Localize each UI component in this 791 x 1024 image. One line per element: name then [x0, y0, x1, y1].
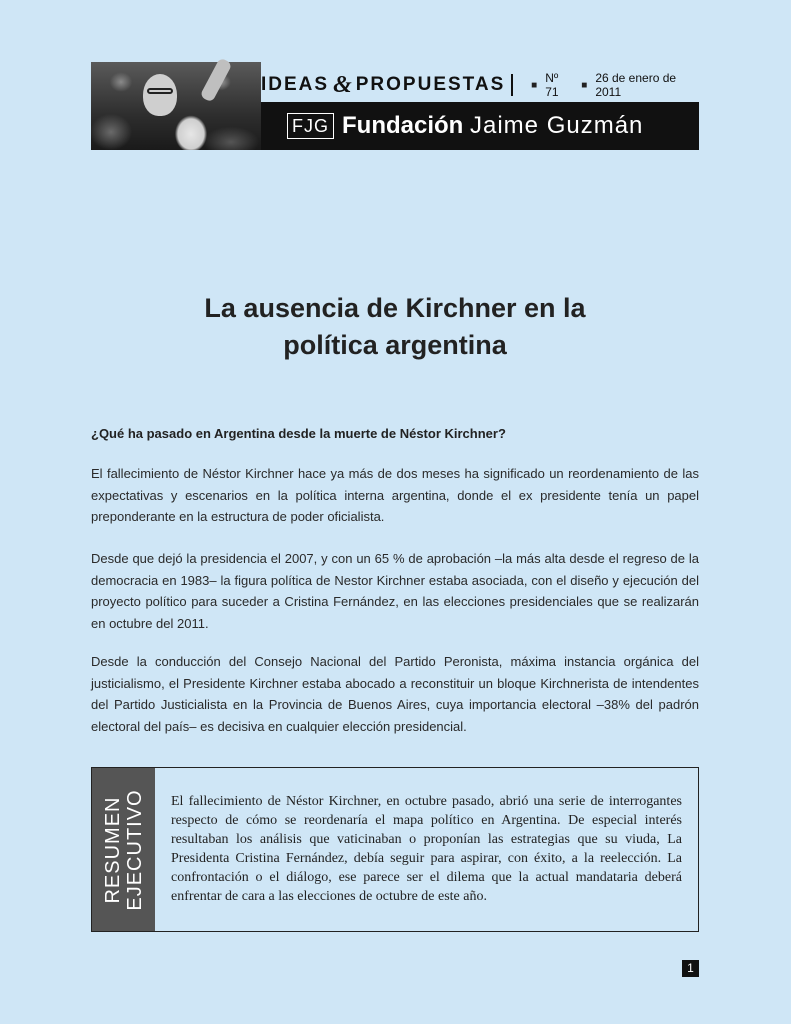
executive-summary-text: El fallecimiento de Néstor Kirchner, en octubre pasado, abrió una serie de interrogantes respecto de cómo se reordenaría el mapa político en Argentina. De especial interés resultaban los análisis que vaticinaban o proponían las estrategias que su viuda, La Presidenta Cristina Fernández, debía seguir para aspirar, con éxito, a la reelección. La confrontación o el diálogo, ese parece ser el dilema que la actual mandataria deberá enfrentar de cara a las elecciones de octubre de este año. [171, 794, 682, 904]
page-number: 1 [682, 960, 699, 977]
issue-date: 26 de enero de 2011 [595, 71, 677, 99]
foundation-name-bold: Fundación [342, 112, 464, 139]
paragraph: Desde que dejó la presidencia el 2007, y con un 65 % de aprobación –la más alta desde el regreso de la democracia en 1983– la figura política de Nestor Kirchner estaba asociada, con el diseño y ejecución del proyecto político para suceder a Cristina Fernández, en las elecciones presidenciales que se realizarán en octubre del 2011. [91, 551, 699, 631]
paragraph: Desde la conducción del Consejo Nacional del Partido Peronista, máxima instancia orgánica del justicialismo, el Presidente Kirchner estaba abocado a reconstituir un bloque Kirchnerista de intendentes del Partido Justicialista en la Provincia de Buenos Aires, cuya importancia electoral –38% del padrón electoral del país– es decisiva en cualquier elección presidencial. [91, 654, 699, 734]
brand-separator [511, 74, 513, 96]
article-title [120, 290, 670, 364]
brand-ampersand: & [333, 71, 352, 98]
foundation-name-rest: Jaime Guzmán [470, 112, 644, 139]
executive-summary-label [92, 768, 155, 931]
title-line-1: La ausencia de Kirchner en la [204, 293, 586, 323]
foundation-name [342, 112, 643, 140]
bullet-icon: ■ [581, 79, 588, 91]
brand-ideas: IDEAS [261, 74, 330, 95]
executive-summary-box [91, 767, 699, 932]
title-line-2: política argentina [283, 330, 507, 360]
fjg-logo: FJG [287, 113, 334, 139]
publication-line [261, 72, 699, 98]
summary-label-line-2: EJECUTIVO [123, 788, 146, 911]
bullet-icon: ■ [531, 79, 538, 91]
masthead [91, 62, 699, 150]
foundation-bar [261, 102, 699, 150]
issue-number: Nº 71 [545, 71, 559, 99]
paragraph: El fallecimiento de Néstor Kirchner hace ya más de dos meses ha significado un reordenamiento de las expectativas y escenarios en la política interna argentina, donde el ex presidente tenía un papel preponderante en la estructura de poder oficialista. [91, 466, 699, 524]
brand-propuestas: PROPUESTAS [355, 74, 506, 95]
summary-label-line-1: RESUMEN [101, 796, 124, 904]
header-photo [91, 62, 261, 150]
section-subheading: ¿Qué ha pasado en Argentina desde la muerte de Néstor Kirchner? [91, 426, 506, 441]
